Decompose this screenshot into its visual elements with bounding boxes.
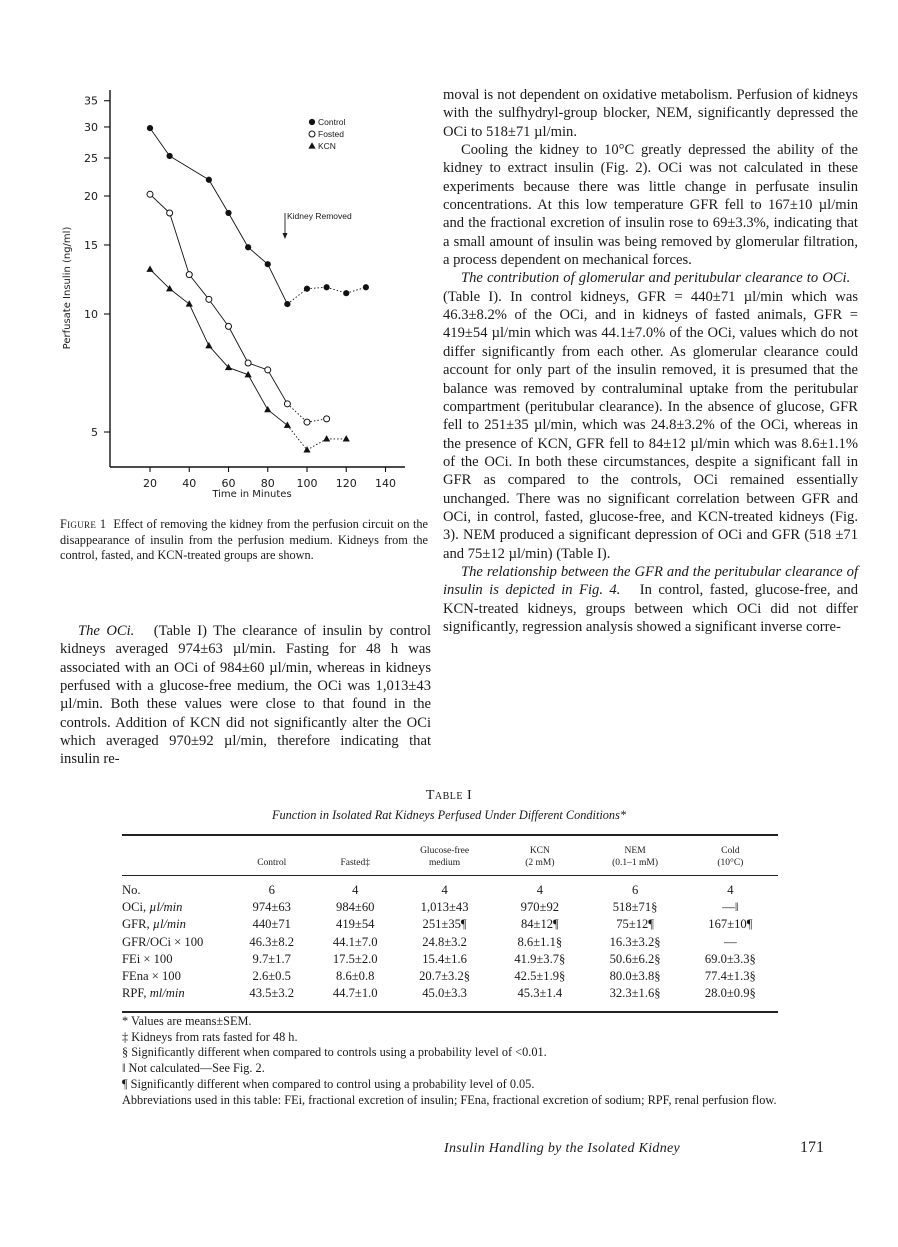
table-cell: 75±12¶ <box>616 917 654 932</box>
row-label: No. <box>122 883 141 897</box>
header-empty <box>122 835 230 876</box>
table-cell: 8.6±0.8 <box>336 969 375 984</box>
caption-text: Effect of removing the kidney from the perfusion circuit on the disappearance of insulin from the perfusion medium. Kidneys from the control, fasted, and KCN-treated groups are shown. <box>60 517 428 563</box>
footnote: Abbreviations used in this table: FEi, fractional excretion of insulin; FEna, fractional excretion of sodium; RPF, renal perfusion flow. <box>122 1092 777 1107</box>
running-head: Insulin Handling by the Isolated Kidney <box>444 1141 681 1156</box>
series-fosted <box>147 191 330 425</box>
table-cell: 84±12¶ <box>520 917 559 932</box>
data-point-control <box>265 261 271 267</box>
table-title: Table I <box>425 788 473 803</box>
table-cell: 4 <box>727 883 734 897</box>
footnote: ‡ Kidneys from rats fasted for 48 h. <box>122 1029 298 1044</box>
series-line-segment <box>248 375 268 410</box>
row-label: FEna × 100 <box>122 969 181 984</box>
table-row <box>122 968 778 985</box>
section-heading-oci: The OCi. <box>78 623 135 639</box>
series-line-segment <box>209 180 229 213</box>
y-tick-label: 5 <box>91 426 98 440</box>
table-cell: 20.7±3.2§ <box>419 969 471 984</box>
filled-circle-icon <box>309 119 315 125</box>
open-circle-icon <box>309 131 315 137</box>
table-row <box>122 916 778 933</box>
row-label: FEi × 100 <box>122 951 173 966</box>
x-tick-label: 40 <box>182 477 197 490</box>
table-row <box>122 951 778 968</box>
footnote: § Significantly different when compared to controls using a probability level of <0.01. <box>122 1045 547 1060</box>
data-point-kcn <box>343 435 350 441</box>
table-header-row <box>122 835 778 876</box>
row-label: GFR/OCi × 100 <box>122 934 204 949</box>
table-cell: 80.0±3.8§ <box>609 969 661 984</box>
table-cell: 4 <box>536 883 543 897</box>
section-heading-contribution: The contribution of glomerular and peritubular clearance to OCi. <box>461 270 851 287</box>
series-line-segment <box>170 156 209 180</box>
chart-legend <box>308 117 345 151</box>
series-line-segment <box>287 289 307 304</box>
table-cell: 69.0±3.3§ <box>704 951 756 966</box>
y-tick-label: 10 <box>84 308 98 321</box>
table-cell: 16.3±3.2§ <box>609 934 661 949</box>
paragraph-oci <box>60 622 431 769</box>
table-cell: 2.6±0.5 <box>252 969 291 984</box>
data-point-fosted <box>167 210 173 216</box>
footnote: ‖ Not calculated—See Fig. 2. <box>122 1061 265 1076</box>
table-cell: 984±60 <box>336 900 375 915</box>
table-cell: 45.3±1.4 <box>517 986 563 1001</box>
table-row <box>122 934 778 951</box>
header-glucose-free: Glucose-free medium <box>420 846 470 868</box>
table-1 <box>122 834 778 1013</box>
y-tick-label: 35 <box>84 94 98 108</box>
x-tick-label: 140 <box>375 477 396 490</box>
header-cold: Cold (10°C) <box>717 846 744 868</box>
table-cell: 50.6±6.2§ <box>609 951 661 966</box>
table-cell: 44.1±7.0 <box>332 934 378 949</box>
x-axis-title: Time in Minutes <box>212 489 292 500</box>
table-cell: 974±63 <box>252 900 291 915</box>
data-point-fosted <box>284 401 290 407</box>
chart-series <box>146 125 369 453</box>
table-cell: 4 <box>441 883 448 897</box>
series-line-segment <box>287 425 307 450</box>
data-point-fosted <box>226 323 232 329</box>
data-point-kcn <box>284 422 291 428</box>
table-cell: 8.6±1.1§ <box>517 934 563 949</box>
header-kcn: KCN (2 mM) <box>525 846 555 868</box>
paragraph-contribution <box>443 269 858 563</box>
data-point-fosted <box>206 296 212 302</box>
data-point-kcn <box>303 446 310 452</box>
series-line-segment <box>150 269 170 288</box>
series-line-segment <box>150 128 170 156</box>
annotation-label: Kidney Removed <box>287 211 352 221</box>
x-tick-label: 80 <box>260 477 275 490</box>
table-cell: 251±35¶ <box>422 917 467 932</box>
annotation-arrow-head-icon <box>283 233 288 239</box>
y-axis-ticks <box>84 95 110 439</box>
caption-label: Figure 1 <box>60 517 107 531</box>
data-point-control <box>245 244 251 250</box>
series-line-segment <box>229 368 249 375</box>
series-line-segment <box>268 370 288 404</box>
y-tick-label: 15 <box>84 238 98 252</box>
series-kcn <box>146 266 349 453</box>
data-point-control <box>343 290 349 296</box>
paragraph-cooling: Cooling the kidney to 10°C greatly depressed the ability of the kidney to extract insulin (Fig. 2). OCi was not calculated in these experiments because there was little change in perfusate insulin concentrations. At this low temperature GFR fell to 167±10 µl/min and the fractional excretion of insulin rose to 69±3.3%, indicating that a small amount of insulin was being removed by glomerular filtration, a process dependent on mechanical forces. <box>443 142 858 269</box>
chart-axes <box>110 90 405 467</box>
table-cell: 518±71§ <box>612 900 658 915</box>
table-cell: 440±71 <box>252 917 291 932</box>
x-axis-ticks <box>143 467 396 490</box>
data-point-kcn <box>186 300 193 306</box>
filled-triangle-icon <box>308 142 315 148</box>
series-line-segment <box>189 304 209 346</box>
table-cell: 15.4±1.6 <box>422 951 467 966</box>
legend-label: Control <box>318 117 346 127</box>
table-cell: 17.5±2.0 <box>332 951 378 966</box>
data-point-fosted <box>147 191 153 197</box>
table-cell: 6 <box>631 883 639 897</box>
table-cell: 4 <box>352 883 359 897</box>
data-point-kcn <box>205 342 212 348</box>
row-label: RPF, ml/min <box>122 986 185 1001</box>
data-point-fosted <box>265 367 271 373</box>
paragraph-continuation: moval is not dependent on oxidative metabolism. Perfusion of kidneys with the sulfhydryl-group blocker, NEM, significantly depressed the OCi to 518±71 µl/min. <box>443 87 858 140</box>
series-line-segment <box>268 264 288 304</box>
table-cell: 41.9±3.7§ <box>514 951 566 966</box>
paragraph-relationship <box>443 563 858 636</box>
kidney-removed-annotation <box>283 211 353 239</box>
table-cell: 6 <box>268 883 275 897</box>
figure-caption <box>60 517 428 564</box>
legend-label: Fosted <box>318 129 344 139</box>
table-footnotes <box>122 1014 778 1108</box>
data-point-control <box>324 284 330 290</box>
figure-1 <box>0 0 440 510</box>
y-axis-title: Perfusate Insulin (ng/ml) <box>62 226 73 350</box>
table-cell: 42.5±1.9§ <box>514 969 566 984</box>
table-cell: 45.0±3.3 <box>422 986 467 1001</box>
series-line-segment <box>287 404 307 422</box>
table-row <box>122 876 778 900</box>
table-cell: 28.0±0.9§ <box>704 986 756 1001</box>
data-point-fosted <box>324 416 330 422</box>
data-point-control <box>225 210 231 216</box>
section-heading-relationship: The relationship between the GFR and the peritubular clearance of insulin is depicted in Fig. 4. <box>443 563 858 599</box>
insulin-chart <box>0 0 440 510</box>
series-line-segment <box>209 299 229 326</box>
row-label: OCi, µl/min <box>122 900 183 915</box>
data-point-fosted <box>245 360 251 366</box>
table-cell: 24.8±3.2 <box>422 934 467 949</box>
paragraph-text: (Table I). In control kidneys, GFR = 440±71 µl/min which was 46.3±8.2% of the OCi, and in kidneys of fasted animals, GFR = 419±54 µl/min which was 44.1±7.0% of the OCi, values which do not differ significantly from each other. As glomerular clearance could account for only part of the insulin removed, it is presumed that the balance was removed by contraluminal uptake from the peritubular compartment (peritubular clearance). In the absence of glucose, GFR fell to 251±35 µl/min, which was 24.8±3.2% of the OCi, whereas in the presence of KCN, GFR fell to 84±12 µl/min which was 8.6±1.1% of the OCi. In both these circumstances, despite a significant fall in GFR as compared to the controls, OCi remained essentially unchanged. There was no significant correlation between GFR and OCi, in control, fasted, glucose-free, and KCN-treated kidneys (Fig. 3). NEM produced a significant depression of OCi and GFR (518 ±71 and 75±12 µl/min) (Table I). <box>443 288 858 562</box>
table-cell: 77.4±1.3§ <box>704 969 756 984</box>
row-label: GFR, µl/min <box>122 917 186 932</box>
table-cell: 167±10¶ <box>708 917 753 932</box>
header-nem: NEM (0.1–1 mM) <box>612 846 659 868</box>
data-point-fosted <box>186 272 192 278</box>
table-cell: 1,013±43 <box>420 900 469 915</box>
data-point-fosted <box>304 419 310 425</box>
y-tick-label: 25 <box>84 152 98 166</box>
right-column <box>443 86 858 636</box>
table-cell: 970±92 <box>520 900 560 915</box>
left-column <box>60 622 431 769</box>
header-control: Control <box>257 857 287 868</box>
paragraph-text: In control, fasted, glucose-free, and KCN-treated kidneys, groups between which OCi did not differ significantly, regression analysis showed a significant inverse corre- <box>443 582 858 635</box>
data-table <box>122 834 778 1013</box>
table-cell: 32.3±1.6§ <box>609 986 661 1001</box>
header-fasted: Fasted‡ <box>340 857 370 868</box>
x-tick-label: 120 <box>335 477 357 490</box>
legend-label: KCN <box>318 141 336 151</box>
table-cell: 44.7±1.0 <box>332 986 378 1001</box>
data-point-control <box>363 284 369 290</box>
footnote: * Values are means±SEM. <box>122 1014 252 1028</box>
table-body <box>122 876 778 1013</box>
x-tick-label: 20 <box>143 477 157 490</box>
y-tick-label: 30 <box>84 120 98 134</box>
table-row <box>122 985 778 1012</box>
y-tick-label: 20 <box>84 189 98 203</box>
table-cell: 419±54 <box>336 917 375 932</box>
table-cell: 46.3±8.2 <box>249 934 295 949</box>
table-subtitle: Function in Isolated Rat Kidneys Perfused Under Different Conditions* <box>271 808 627 822</box>
data-point-control <box>206 177 212 183</box>
series-line-segment <box>150 194 170 213</box>
data-point-control <box>167 153 173 159</box>
page-number: 171 <box>800 1139 824 1156</box>
table-cell: 43.5±3.2 <box>249 986 295 1001</box>
table-cell: 9.7±1.7 <box>252 951 291 966</box>
paragraph-text: (Table I) The clearance of insulin by control kidneys averaged 974±63 µl/min. Fasting for 48 h was associated with an OCi of 984±60 µl/min, whereas in kidneys perfused with a glucose-free medium, the OCi was 1,013±43 µl/min. Both these values were close to that found in the controls. Addition of KCN did not significantly alter the OCi which averaged 970±92 µl/min, therefore indicating that insulin re- <box>60 623 431 768</box>
data-point-kcn <box>264 406 271 412</box>
footnote: ¶ Significantly different when compared to control using a probability level of 0.05. <box>122 1076 535 1091</box>
series-line-segment <box>229 326 249 363</box>
series-line-segment <box>229 213 249 247</box>
series-line-segment <box>170 213 190 275</box>
x-tick-label: 100 <box>296 477 318 490</box>
data-point-control <box>147 125 153 131</box>
x-tick-label: 60 <box>221 477 236 490</box>
series-line-segment <box>209 346 229 368</box>
data-point-kcn <box>323 435 330 441</box>
series-line-segment <box>248 247 268 264</box>
series-line-segment <box>189 275 209 300</box>
table-cell: —‖ <box>722 900 739 915</box>
table-row <box>122 899 778 916</box>
data-point-kcn <box>146 266 153 272</box>
data-point-control <box>304 286 310 292</box>
data-point-control <box>284 301 290 307</box>
table-cell: — <box>724 934 737 949</box>
